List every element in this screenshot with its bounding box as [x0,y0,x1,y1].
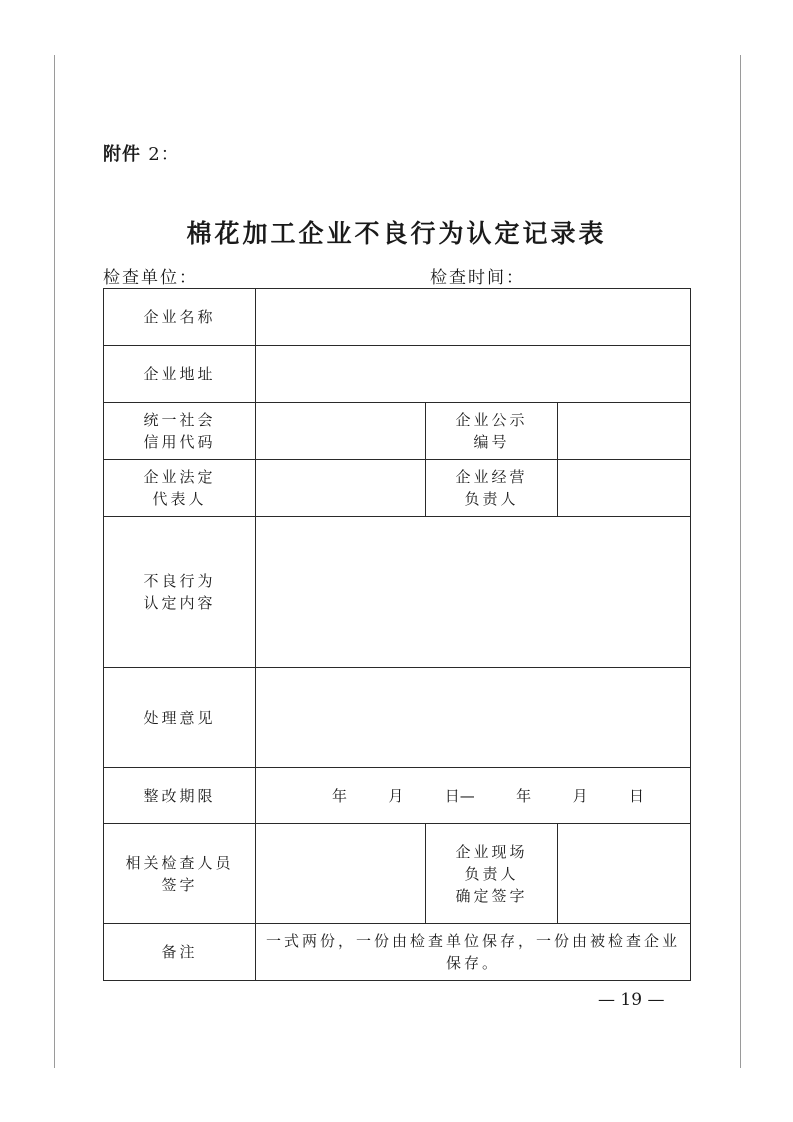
row-legal-rep [104,460,691,517]
label-public-number-line2: 编号 [473,433,510,451]
label-bad-behavior-line1: 不良行为 [143,572,216,590]
attachment-text: 附件 [103,144,141,165]
field-public-number[interactable] [558,403,691,460]
row-rectify [104,768,691,824]
label-inspectors-line1: 相关检查人员 [125,853,234,872]
field-onsite-signature[interactable] [558,824,691,924]
inspection-unit-label: 检查单位： [103,268,198,288]
deadline-year-end: 年 [516,786,532,805]
label-inspectors-line2: 签字 [161,875,198,894]
page-number: — 19 — [598,990,665,1010]
deadline-year-start: 年 [332,786,348,805]
attachment-number: 2： [148,144,180,165]
label-bad-behavior [104,517,256,668]
label-bad-behavior-line2: 认定内容 [143,594,216,612]
label-rectify: 整改期限 [104,768,256,824]
label-remarks: 备注 [104,924,256,981]
label-company-name: 企业名称 [104,289,256,346]
attachment-label [103,140,180,166]
label-public-number [426,403,558,460]
deadline-day-start: 日— [444,786,475,805]
field-manager[interactable] [558,460,691,517]
row-handling [104,668,691,768]
label-credit-code [104,403,256,460]
field-company-address[interactable] [256,346,691,403]
label-credit-code-line1: 统一社会 [143,411,216,429]
inspection-time-label: 检查时间： [430,268,525,288]
row-bad-behavior [104,517,691,668]
label-inspectors [104,824,256,924]
deadline-range [262,785,684,807]
field-handling[interactable] [256,668,691,768]
label-handling: 处理意见 [104,668,256,768]
deadline-month-end: 月 [572,786,588,805]
label-legal-rep-line2: 代表人 [152,490,207,508]
row-company-name [104,289,691,346]
field-legal-rep[interactable] [256,460,426,517]
row-company-address [104,346,691,403]
right-margin-line [740,55,741,1068]
row-remarks [104,924,691,981]
field-inspectors-signature[interactable] [256,824,426,924]
record-table [103,288,691,981]
field-credit-code[interactable] [256,403,426,460]
label-onsite-line1: 企业现场 [455,842,528,861]
label-credit-code-line2: 信用代码 [143,433,216,451]
document-title: 棉花加工企业不良行为认定记录表 [186,219,607,248]
row-credit-code [104,403,691,460]
label-company-address: 企业地址 [104,346,256,403]
label-onsite-line2: 负责人 [464,864,519,883]
label-manager-line1: 企业经营 [455,468,528,486]
label-onsite-line3: 确定签字 [455,886,528,905]
label-legal-rep-line1: 企业法定 [143,468,216,486]
deadline-month-start: 月 [388,786,404,805]
field-bad-behavior[interactable] [256,517,691,668]
field-rectify-deadline[interactable] [256,768,691,824]
row-signatures [104,824,691,924]
remarks-text: 一式两份，一份由检查单位保存，一份由被检查企业保存。 [256,924,691,981]
label-manager-line2: 负责人 [464,490,519,508]
label-manager [426,460,558,517]
label-public-number-line1: 企业公示 [455,411,528,429]
label-onsite-manager [426,824,558,924]
label-legal-rep [104,460,256,517]
left-margin-line [54,55,55,1068]
deadline-day-end: 日 [628,786,644,805]
field-company-name[interactable] [256,289,691,346]
